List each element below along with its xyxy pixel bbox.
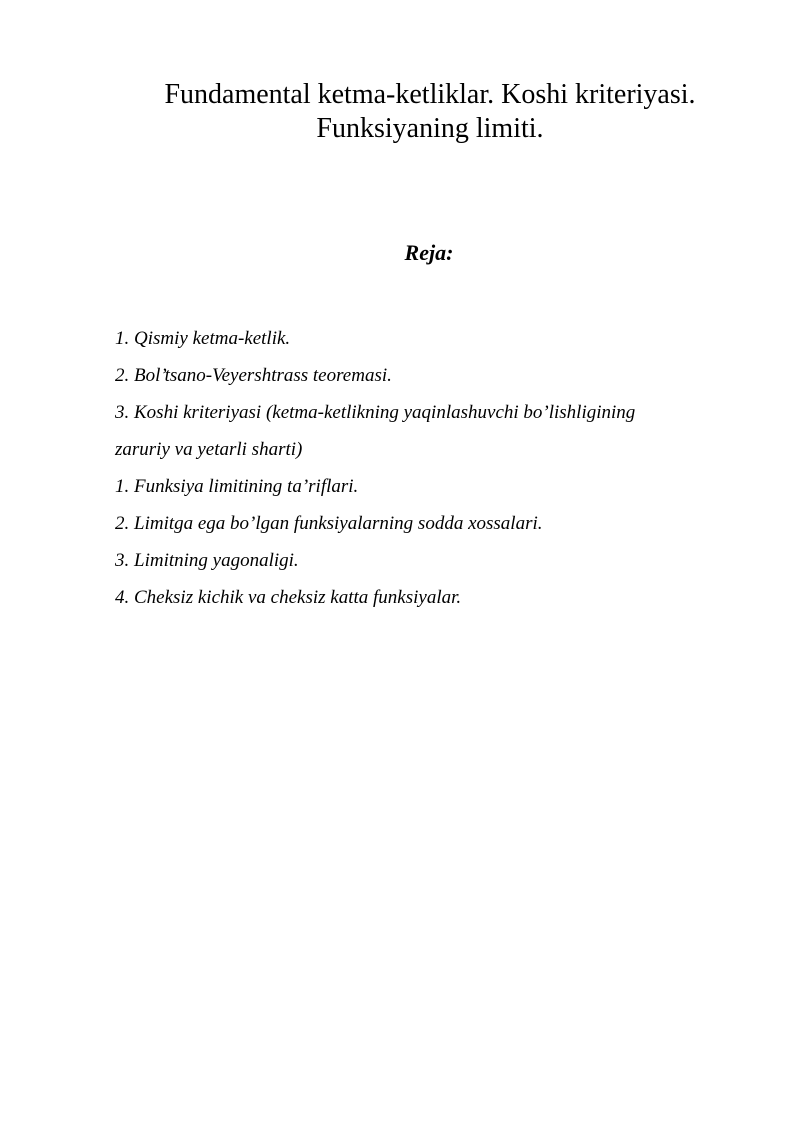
title-line-1: Fundamental ketma-ketliklar. Koshi kriteriyasi.	[164, 79, 696, 110]
plan-item: 4. Cheksiz kichik va cheksiz katta funksiyalar.	[115, 587, 462, 608]
document-title	[140, 78, 720, 146]
plan-item: 3. Koshi kriteriyasi (ketma-ketlikning yaqinlashuvchi bo’lishligining	[115, 402, 636, 423]
plan-item: 1. Funksiya limitining ta’riflari.	[115, 476, 359, 497]
plan-item-continuation: zaruriy va yetarli sharti)	[115, 439, 303, 460]
plan-list	[115, 320, 715, 616]
plan-item: 2. Limitga ega bo’lgan funksiyalarning sodda xossalari.	[115, 513, 543, 534]
plan-item: 1. Qismiy ketma-ketlik.	[115, 328, 291, 349]
plan-heading: Reja:	[404, 240, 454, 265]
plan-item: 2. Bol’tsano-Veyershtrass teoremasi.	[115, 365, 392, 386]
title-line-2: Funksiyaning limiti.	[316, 113, 544, 144]
plan-item: 3. Limitning yagonaligi.	[115, 550, 299, 571]
